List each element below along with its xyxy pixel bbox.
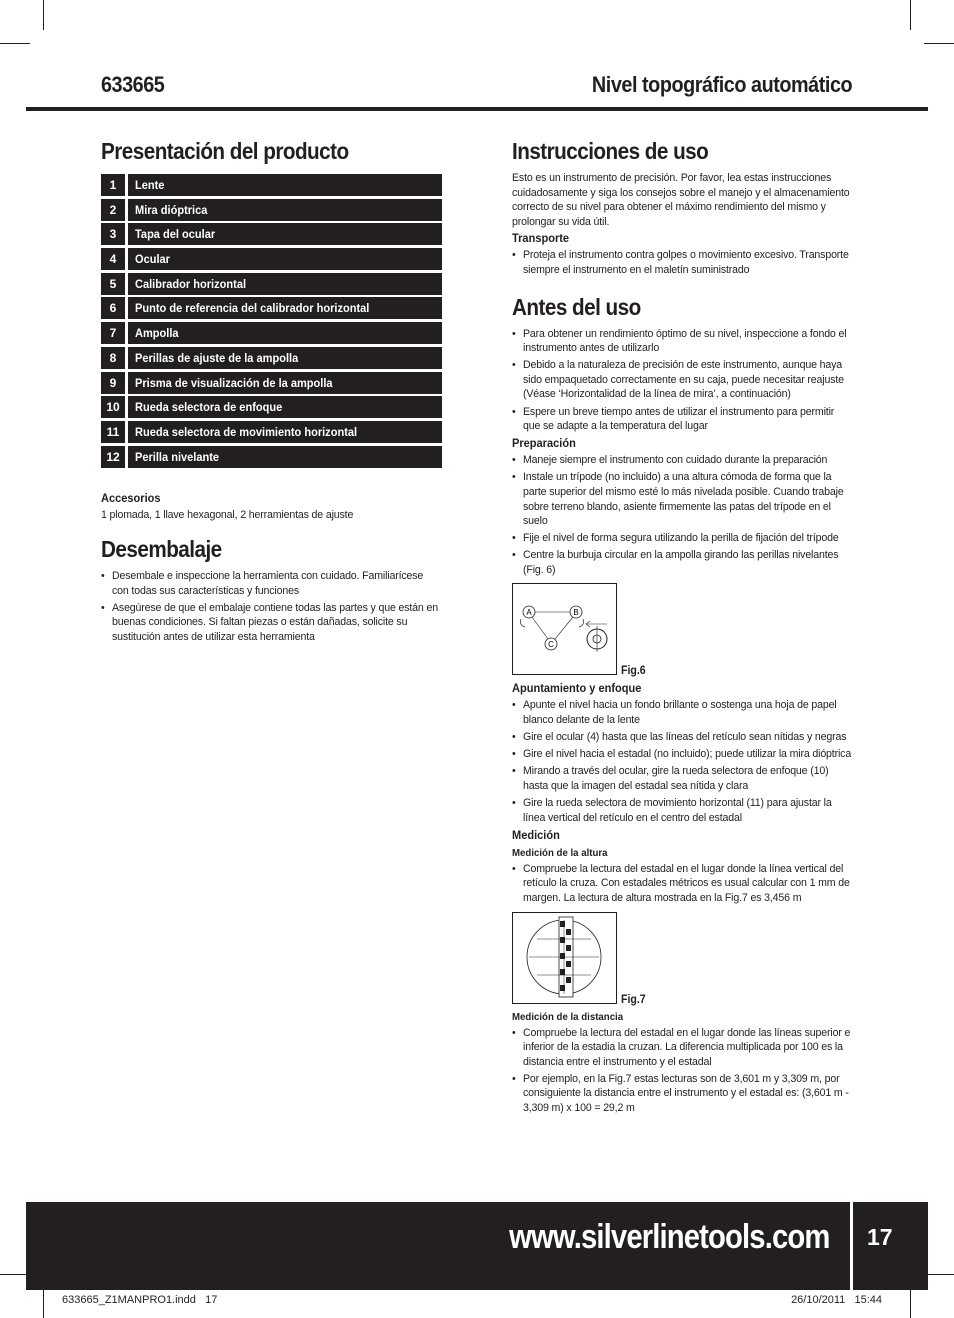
part-label: Mira dióptrica: [128, 199, 442, 221]
medicion-heading: Medición: [512, 827, 560, 842]
website-url: www.silverlinetools.com: [509, 1218, 830, 1256]
page-header: [101, 72, 852, 102]
altura-heading: Medición de la altura: [512, 846, 608, 859]
instrucciones-intro: Esto es un instrumento de precisión. Por favor, lea estas instrucciones cuidadosamente y siga los consejos sobre el manejo y el almacenamiento correcto de su nivel para obtener el máximo rendimiento del mismo y prolongar su vida útil.: [512, 172, 850, 228]
transporte-list: [512, 248, 854, 277]
svg-text:C: C: [548, 640, 554, 650]
staff-reticle-diagram: [513, 913, 615, 1002]
crop-mark: [924, 1274, 954, 1275]
list-item: • Gire el nivel hacia el estadal (no incluido); puede utilizar la mira dióptrica: [512, 747, 854, 762]
part-number: 7: [101, 322, 125, 344]
list-item: • Apunte el nivel hacia un fondo brillante o sostenga una hoja de papel blanco delante de la lente: [512, 698, 854, 727]
date-slug: 26/10/2011 15:44: [791, 1294, 882, 1306]
part-label: Calibrador horizontal: [128, 273, 442, 295]
part-row: [101, 372, 442, 394]
part-number: 11: [101, 421, 125, 443]
page-title: Nivel topográfico automático: [591, 72, 852, 97]
svg-text:B: B: [573, 608, 579, 618]
list-item: • Fije el nivel de forma segura utilizando la perilla de fijación del trípode: [512, 531, 854, 546]
part-label: Rueda selectora de movimiento horizontal: [128, 421, 442, 443]
part-number: 10: [101, 396, 125, 418]
desembalaje-list: [101, 569, 442, 644]
figure-6-label: Fig.6: [621, 665, 646, 678]
list-item: • Compruebe la lectura del estadal en el lugar donde las líneas superior e inferior de la estadia la cruzan. La diferencia multiplicada por 100 es la distancia entre el instrumento y el estadal: [512, 1026, 854, 1070]
page-number-box: [853, 1202, 928, 1290]
figure-6: [512, 583, 854, 678]
presentacion-heading: Presentación del producto: [101, 138, 349, 164]
list-item: • Por ejemplo, en la Fig.7 estas lecturas son de 3,601 m y 3,309 m, por consiguiente la distancia entre el instrumento y el estadal es: (3,601 m - 3,309 m) x 100 = 29,2 m: [512, 1072, 854, 1116]
list-item: • Debido a la naturaleza de precisión de este instrumento, aunque haya sido empaquetado correctamente en su caja, puede necesitar reajuste (Véase ‘Horizontalidad de la línea de mira’, a continuación): [512, 358, 854, 402]
distancia-list: [512, 1026, 854, 1116]
footer-bar: [26, 1202, 850, 1290]
part-row: [101, 347, 442, 369]
part-label: Prisma de visualización de la ampolla: [128, 372, 442, 394]
part-number: 9: [101, 372, 125, 394]
list-item: • Espere un breve tiempo antes de utilizar el instrumento para permitir que se adapte a la temperatura del lugar: [512, 405, 854, 434]
distancia-heading: Medición de la distancia: [512, 1010, 624, 1023]
list-item: • Proteja el instrumento contra golpes o movimiento excesivo. Transporte siempre el instrumento en el maletín suministrado: [512, 248, 854, 277]
left-column: [101, 138, 442, 647]
figure-7-image: [512, 912, 617, 1004]
apuntamiento-heading: Apuntamiento y enfoque: [512, 681, 642, 696]
page-number: 17: [867, 1224, 893, 1250]
part-label: Perilla nivelante: [128, 446, 442, 468]
list-item: • Mirando a través del ocular, gire la rueda selectora de enfoque (10) hasta que la imagen del estadal sea nítida y clara: [512, 764, 854, 793]
figure-7-label: Fig.7: [621, 993, 646, 1006]
part-row: [101, 446, 442, 468]
desembalaje-heading: Desembalaje: [101, 536, 222, 563]
list-item: • Para obtener un rendimiento óptimo de su nivel, inspeccione a fondo el instrumento antes de utilizarlo: [512, 327, 854, 356]
part-number: 12: [101, 446, 125, 468]
right-column: [512, 138, 854, 1118]
part-row: [101, 322, 442, 344]
part-label: Ampolla: [128, 322, 442, 344]
transporte-heading: Transporte: [512, 231, 570, 246]
list-item: • Centre la burbuja circular en la ampolla girando las perillas nivelantes (Fig. 6): [512, 548, 854, 577]
part-number: 4: [101, 248, 125, 270]
part-label: Rueda selectora de enfoque: [128, 396, 442, 418]
list-item: • Gire el ocular (4) hasta que las líneas del retículo sean nítidas y negras: [512, 730, 854, 745]
altura-list: [512, 862, 854, 906]
list-item: • Compruebe la lectura del estadal en el lugar donde la línea vertical del retículo la cruza. Con estadales métricos es usual calcular con 1 mm de margen. La lectura de altura mostrada en la Fig.7 es 3,456 m: [512, 862, 854, 906]
part-row: [101, 273, 442, 295]
crop-mark: [43, 1288, 44, 1318]
file-slug: 633665_Z1MANPRO1.indd 17: [62, 1294, 218, 1306]
crop-mark: [910, 1288, 911, 1318]
antes-heading: Antes del uso: [512, 293, 641, 320]
crop-mark: [43, 0, 44, 30]
preparacion-list: [512, 453, 854, 577]
list-item: • Asegúrese de que el embalaje contiene todas las partes y que están en buenas condiciones. Si faltan piezas o están dañadas, solicite su sustitución antes de utilizar esta herramienta: [101, 601, 442, 645]
part-label: Lente: [128, 174, 442, 196]
list-item: • Instale un trípode (no incluido) a una altura cómoda de forma que la parte superior del mismo esté lo más nivelada posible. Cuando trabaje sobre terreno blando, asiente firmemente las patas del trípode en el suelo: [512, 470, 854, 528]
part-number: 6: [101, 297, 125, 319]
svg-text:A: A: [526, 608, 532, 618]
product-code: 633665: [101, 72, 165, 97]
list-item: • Gire la rueda selectora de movimiento horizontal (11) para ajustar la línea vertical del retículo en el centro del estadal: [512, 796, 854, 825]
accesorios-text: 1 plomada, 1 llave hexagonal, 2 herramientas de ajuste: [101, 508, 354, 521]
list-item: • Maneje siempre el instrumento con cuidado durante la preparación: [512, 453, 854, 468]
part-row: [101, 297, 442, 319]
part-label: Perillas de ajuste de la ampolla: [128, 347, 442, 369]
part-label: Ocular: [128, 248, 442, 270]
crop-mark: [924, 43, 954, 44]
part-number: 5: [101, 273, 125, 295]
part-number: 3: [101, 223, 125, 245]
crop-mark: [0, 43, 30, 44]
part-number: 8: [101, 347, 125, 369]
apuntamiento-list: [512, 698, 854, 825]
part-row: [101, 396, 442, 418]
instrucciones-heading: Instrucciones de uso: [512, 138, 709, 164]
header-divider: [26, 107, 928, 111]
part-label: Punto de referencia del calibrador horizontal: [128, 297, 442, 319]
part-row: [101, 248, 442, 270]
figure-6-image: [512, 583, 617, 675]
part-row: [101, 223, 442, 245]
part-row: [101, 421, 442, 443]
antes-list: [512, 327, 854, 434]
accesorios-heading: Accesorios: [101, 490, 161, 505]
list-item: • Desembale e inspeccione la herramienta con cuidado. Familiarícese con todas sus características y funciones: [101, 569, 442, 598]
part-row: [101, 199, 442, 221]
part-number: 2: [101, 199, 125, 221]
part-label: Tapa del ocular: [128, 223, 442, 245]
preparacion-heading: Preparación: [512, 436, 576, 451]
part-row: [101, 174, 442, 196]
parts-list: [101, 174, 442, 468]
figure-7: [512, 912, 854, 1004]
part-number: 1: [101, 174, 125, 196]
crop-mark: [910, 0, 911, 30]
leveling-knobs-diagram: [513, 584, 615, 673]
